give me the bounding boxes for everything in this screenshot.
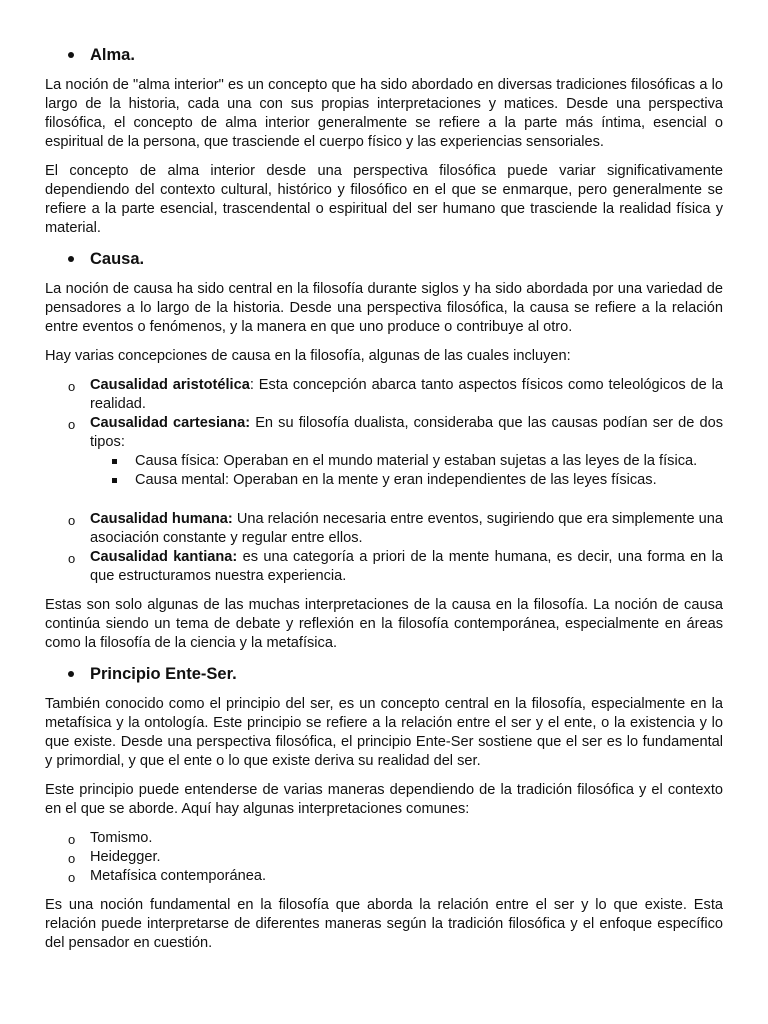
list-item (45, 867, 723, 886)
list-item (45, 376, 723, 414)
paragraph: Es una noción fundamental en la filosofía que aborda la relación entre el ser y lo que existe. Esta relación puede interpretarse de diferentes maneras según la tradición filosófica y el enfoque específico del pensador en cuestión. (45, 897, 723, 951)
interpretations-list (45, 829, 723, 886)
heading-text: Alma. (90, 45, 135, 64)
paragraph: Este principio puede entenderse de varias maneras dependiendo de la tradición filosófica y el contexto en el que se aborde. Aquí hay algunas interpretaciones comunes: (45, 782, 723, 817)
list-item (45, 414, 723, 510)
list-item-term: Causalidad humana: (90, 511, 233, 527)
section-heading-principio (45, 663, 723, 685)
circle-bullet-icon: o (68, 417, 76, 432)
circle-bullet-icon: o (68, 379, 76, 394)
paragraph: También conocido como el principio del ser, es un concepto central en la filosofía, especialmente en la metafísica y la ontología. Este principio se refiere a la relación entre el ser y el ente, o la existencia y lo que existe. Desde una perspectiva filosófica, el principio Ente-Ser sostiene que el ser es lo fundamental y primordial, y que el ente o lo que existe deriva su realidad del ser. (45, 696, 723, 769)
square-bullet-icon (112, 459, 117, 464)
heading-text: Causa. (90, 249, 145, 268)
paragraph: Hay varias concepciones de causa en la filosofía, algunas de las cuales incluyen: (45, 348, 571, 364)
list-item-text: : Esta concepción abarca tanto aspectos físicos como teleológicos de la realidad. (90, 377, 723, 412)
list-item-term: Causalidad kantiana: (90, 549, 238, 565)
circle-bullet-icon: o (68, 513, 76, 528)
paragraph: Estas son solo algunas de las muchas interpretaciones de la causa en la filosofía. La noción de causa continúa siendo un tema de debate y reflexión en la filosofía contemporánea, especialmente en áreas como la filosofía de la ciencia y la metafísica. (45, 597, 723, 651)
list-item (45, 510, 723, 548)
section-heading-alma (45, 44, 723, 66)
circle-bullet-icon: o (68, 851, 76, 866)
list-item-term: Causalidad cartesiana: (90, 415, 251, 431)
list-item-text: Tomismo. (90, 830, 153, 846)
sublist-item-text: Causa mental: Operaban en la mente y eran independientes de las leyes físicas. (135, 472, 657, 488)
list-item-text: En su filosofía dualista, consideraba que las causas podían ser de dos tipos: (90, 415, 723, 450)
paragraph: La noción de causa ha sido central en la filosofía durante siglos y ha sido abordada por una variedad de pensadores a lo largo de la historia. Desde una perspectiva filosófica, la causa se refiere a la relación entre eventos o fenómenos, y la manera en que uno produce o contribuye al otro. (45, 281, 723, 335)
bullet-dot-icon (68, 256, 74, 262)
sublist (90, 452, 723, 490)
heading-text: Principio Ente-Ser. (90, 664, 237, 683)
list-item-text: Heidegger. (90, 849, 161, 865)
paragraph: La noción de "alma interior" es un concepto que ha sido abordado en diversas tradiciones filosóficas a lo largo de la historia, cada una con sus propias interpretaciones y matices. Desde una perspectiva filosófica, el concepto de alma interior generalmente se refiere a la parte más íntima, esencial o espiritual de la persona, que trasciende el cuerpo físico y las experiencias sensoriales. (45, 77, 723, 150)
list-item-term: Causalidad aristotélica (90, 377, 250, 393)
section-heading-causa (45, 248, 723, 270)
bullet-dot-icon (68, 671, 74, 677)
sublist-item (90, 471, 723, 490)
sublist-item-text: Causa física: Operaban en el mundo material y estaban sujetas a las leyes de la física. (135, 453, 698, 469)
sublist-item (90, 452, 723, 471)
list-item-text: Una relación necesaria entre eventos, sugiriendo que era simplemente una asociación constante y regular entre ellos. (90, 511, 723, 546)
square-bullet-icon (112, 478, 117, 483)
circle-bullet-icon: o (68, 870, 76, 885)
list-item (45, 548, 723, 586)
circle-bullet-icon: o (68, 832, 76, 847)
bullet-dot-icon (68, 52, 74, 58)
list-item (45, 848, 723, 867)
list-item-text: Metafísica contemporánea. (90, 868, 267, 884)
list-item-text: es una categoría a priori de la mente humana, es decir, una forma en la que estructuramos nuestra experiencia. (90, 549, 723, 584)
paragraph: El concepto de alma interior desde una perspectiva filosófica puede variar significativamente dependiendo del contexto cultural, histórico y filosófico en el que se enmarque, pero generalmente se refiere a la parte esencial, trascendental o espiritual del ser humano que trasciende la realidad física y material. (45, 163, 723, 236)
list-item (45, 829, 723, 848)
circle-bullet-icon: o (68, 551, 76, 566)
causality-list (45, 376, 723, 586)
